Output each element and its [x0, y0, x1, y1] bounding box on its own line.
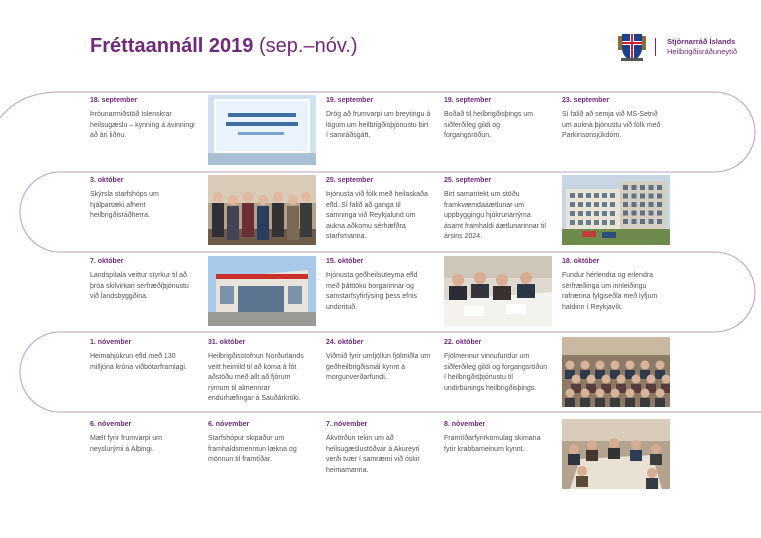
signing-photo	[444, 256, 552, 326]
timeline-entry	[562, 97, 667, 142]
entry-date: 25. september	[326, 177, 374, 184]
entry-text: Ákvörðun tekin um að heilsugæslustöðvar á Akureyri verði tvær í samræmi við óskir heimamanna.	[326, 435, 420, 474]
entry-date: 15. október	[326, 258, 364, 265]
clinic-entrance-photo	[208, 256, 316, 326]
entry-date: 25. september	[444, 177, 492, 184]
timeline-entry	[562, 258, 667, 313]
timeline-entry	[326, 97, 431, 142]
title-sub: (sep.–nóv.)	[258, 35, 358, 57]
entry-text: Mælt fyrir frumvarpi um neyslurými á Alþingi.	[90, 435, 162, 453]
entry-date: 18. september	[90, 97, 138, 104]
entry-date: 8. nóvember	[444, 421, 486, 428]
entry-date: 23. september	[562, 97, 610, 104]
entry-date: 7. október	[90, 258, 124, 265]
entry-text: Heimahjúkrun efld með 130 milljóna króna viðbótarframlagi.	[90, 353, 187, 371]
entry-text: Birt samantekt um stöðu framkvæmdaáætlunar um uppbyggingu hjúkrunarrýma ásamt framhaldi áætlunarinnar til ársins 2024.	[444, 191, 546, 240]
brand-line-1: Stjórnarráð Íslands	[667, 37, 736, 46]
entry-text: Fjölmennur vinnufundur um siðferðileg gildi og forgangsröðun í heilbrigðisþjónustu til undirbúnings heilbrigðisþings.	[444, 353, 548, 392]
entry-date: 1. nóvember	[90, 339, 132, 346]
timeline-entry	[444, 339, 549, 394]
entry-text: Sí falið að semja við MS-Setrið um aukna þjónustu við fólk með Parkinsonsjúkdóm.	[562, 111, 661, 139]
entry-text: Landspítala veittur styrkur til að þróa skilvirkari sérfræðiþjónustu við landsbyggðina.	[90, 272, 189, 300]
timeline-entry	[326, 258, 431, 313]
timeline-entry	[326, 421, 431, 476]
entry-date: 19. september	[444, 97, 492, 104]
meeting-photo	[562, 419, 670, 489]
timeline-entry	[90, 258, 195, 303]
timeline-entry	[326, 339, 431, 384]
conference-photo	[562, 337, 670, 407]
timeline-entry	[90, 421, 195, 455]
timeline-entry	[444, 97, 549, 142]
timeline-entry	[208, 421, 313, 466]
entry-text: Drög að frumvarpi um breytingu á lögum um heilbrigðisþjónustu birt í samráðsgátt.	[326, 111, 431, 139]
timeline-entry	[90, 97, 195, 142]
timeline-entry	[444, 177, 549, 243]
entry-date: 31. október	[208, 339, 246, 346]
entry-date: 6. nóvember	[208, 421, 250, 428]
entry-text: Boðað til heilbrigðisþings um siðferðileg gildi og forgangsröðun.	[444, 111, 534, 139]
building-photo	[562, 175, 670, 245]
entry-date: 18. október	[562, 258, 600, 265]
timeline-entry	[326, 177, 431, 243]
entry-date: 22. október	[444, 339, 482, 346]
entry-text: Framtíðarfyrirkomulag skimana fyrir krabbameinum kynnt.	[444, 435, 541, 453]
entry-text: Starfshópur skipaður um framhaldsmenntun lækna og mönnun til framtíðar.	[208, 435, 297, 463]
entry-text: Þjónusta við fólk með heilaskaða efld. SÍ falið að ganga til samninga við Reykjalund um aukna aðkomu sérhæfðra starfsmanna.	[326, 191, 428, 240]
timeline-entry	[444, 421, 549, 455]
entry-date: 7. nóvember	[326, 421, 368, 428]
brand-line-2: Heilbrigðisráðuneytið	[667, 47, 738, 56]
timeline-entry	[90, 339, 195, 373]
entry-text: Heilbrigðisstofnun Norðurlands veitt heimild til að koma á fót aðstöðu með allt að fjórum rýmum til almennrar endurhæfingar á Sauðárkróki.	[208, 353, 304, 402]
title-main: Fréttaannáll 2019	[90, 35, 254, 57]
entry-date: 3. október	[90, 177, 124, 184]
entry-date: 19. september	[326, 97, 374, 104]
entry-text: Fundur hérlendra og erlendra sérfræðinga um innleiðingu rafrænna fylgiseðla með lyfjum haldinn í Reykjavík.	[562, 272, 658, 311]
group-photo	[208, 175, 316, 245]
entry-text: Þróunarmiðstöð íslenskrar heilsugæslu – kynning á ávinningi að ári liðnu.	[90, 111, 195, 139]
entry-text: Þjónusta geðheilsuteyma efld með þátttöku borgarinnar og samstarfsyfirlýsing þess efnis undirrituð.	[326, 272, 418, 311]
entry-date: 6. nóvember	[90, 421, 132, 428]
timeline-entry	[208, 339, 313, 405]
presentation-slide-photo	[208, 95, 316, 165]
entry-text: Skýrsla starfshóps um hjálpartæki afhent heilbrigðisráðherra.	[90, 191, 159, 219]
entry-text: Viðmið fyrir umfjöllun fjölmiðla um geðheilbrigðismál kynnt á morgunverðarfundi.	[326, 353, 431, 381]
entry-date: 24. október	[326, 339, 364, 346]
timeline-entry	[90, 177, 195, 222]
